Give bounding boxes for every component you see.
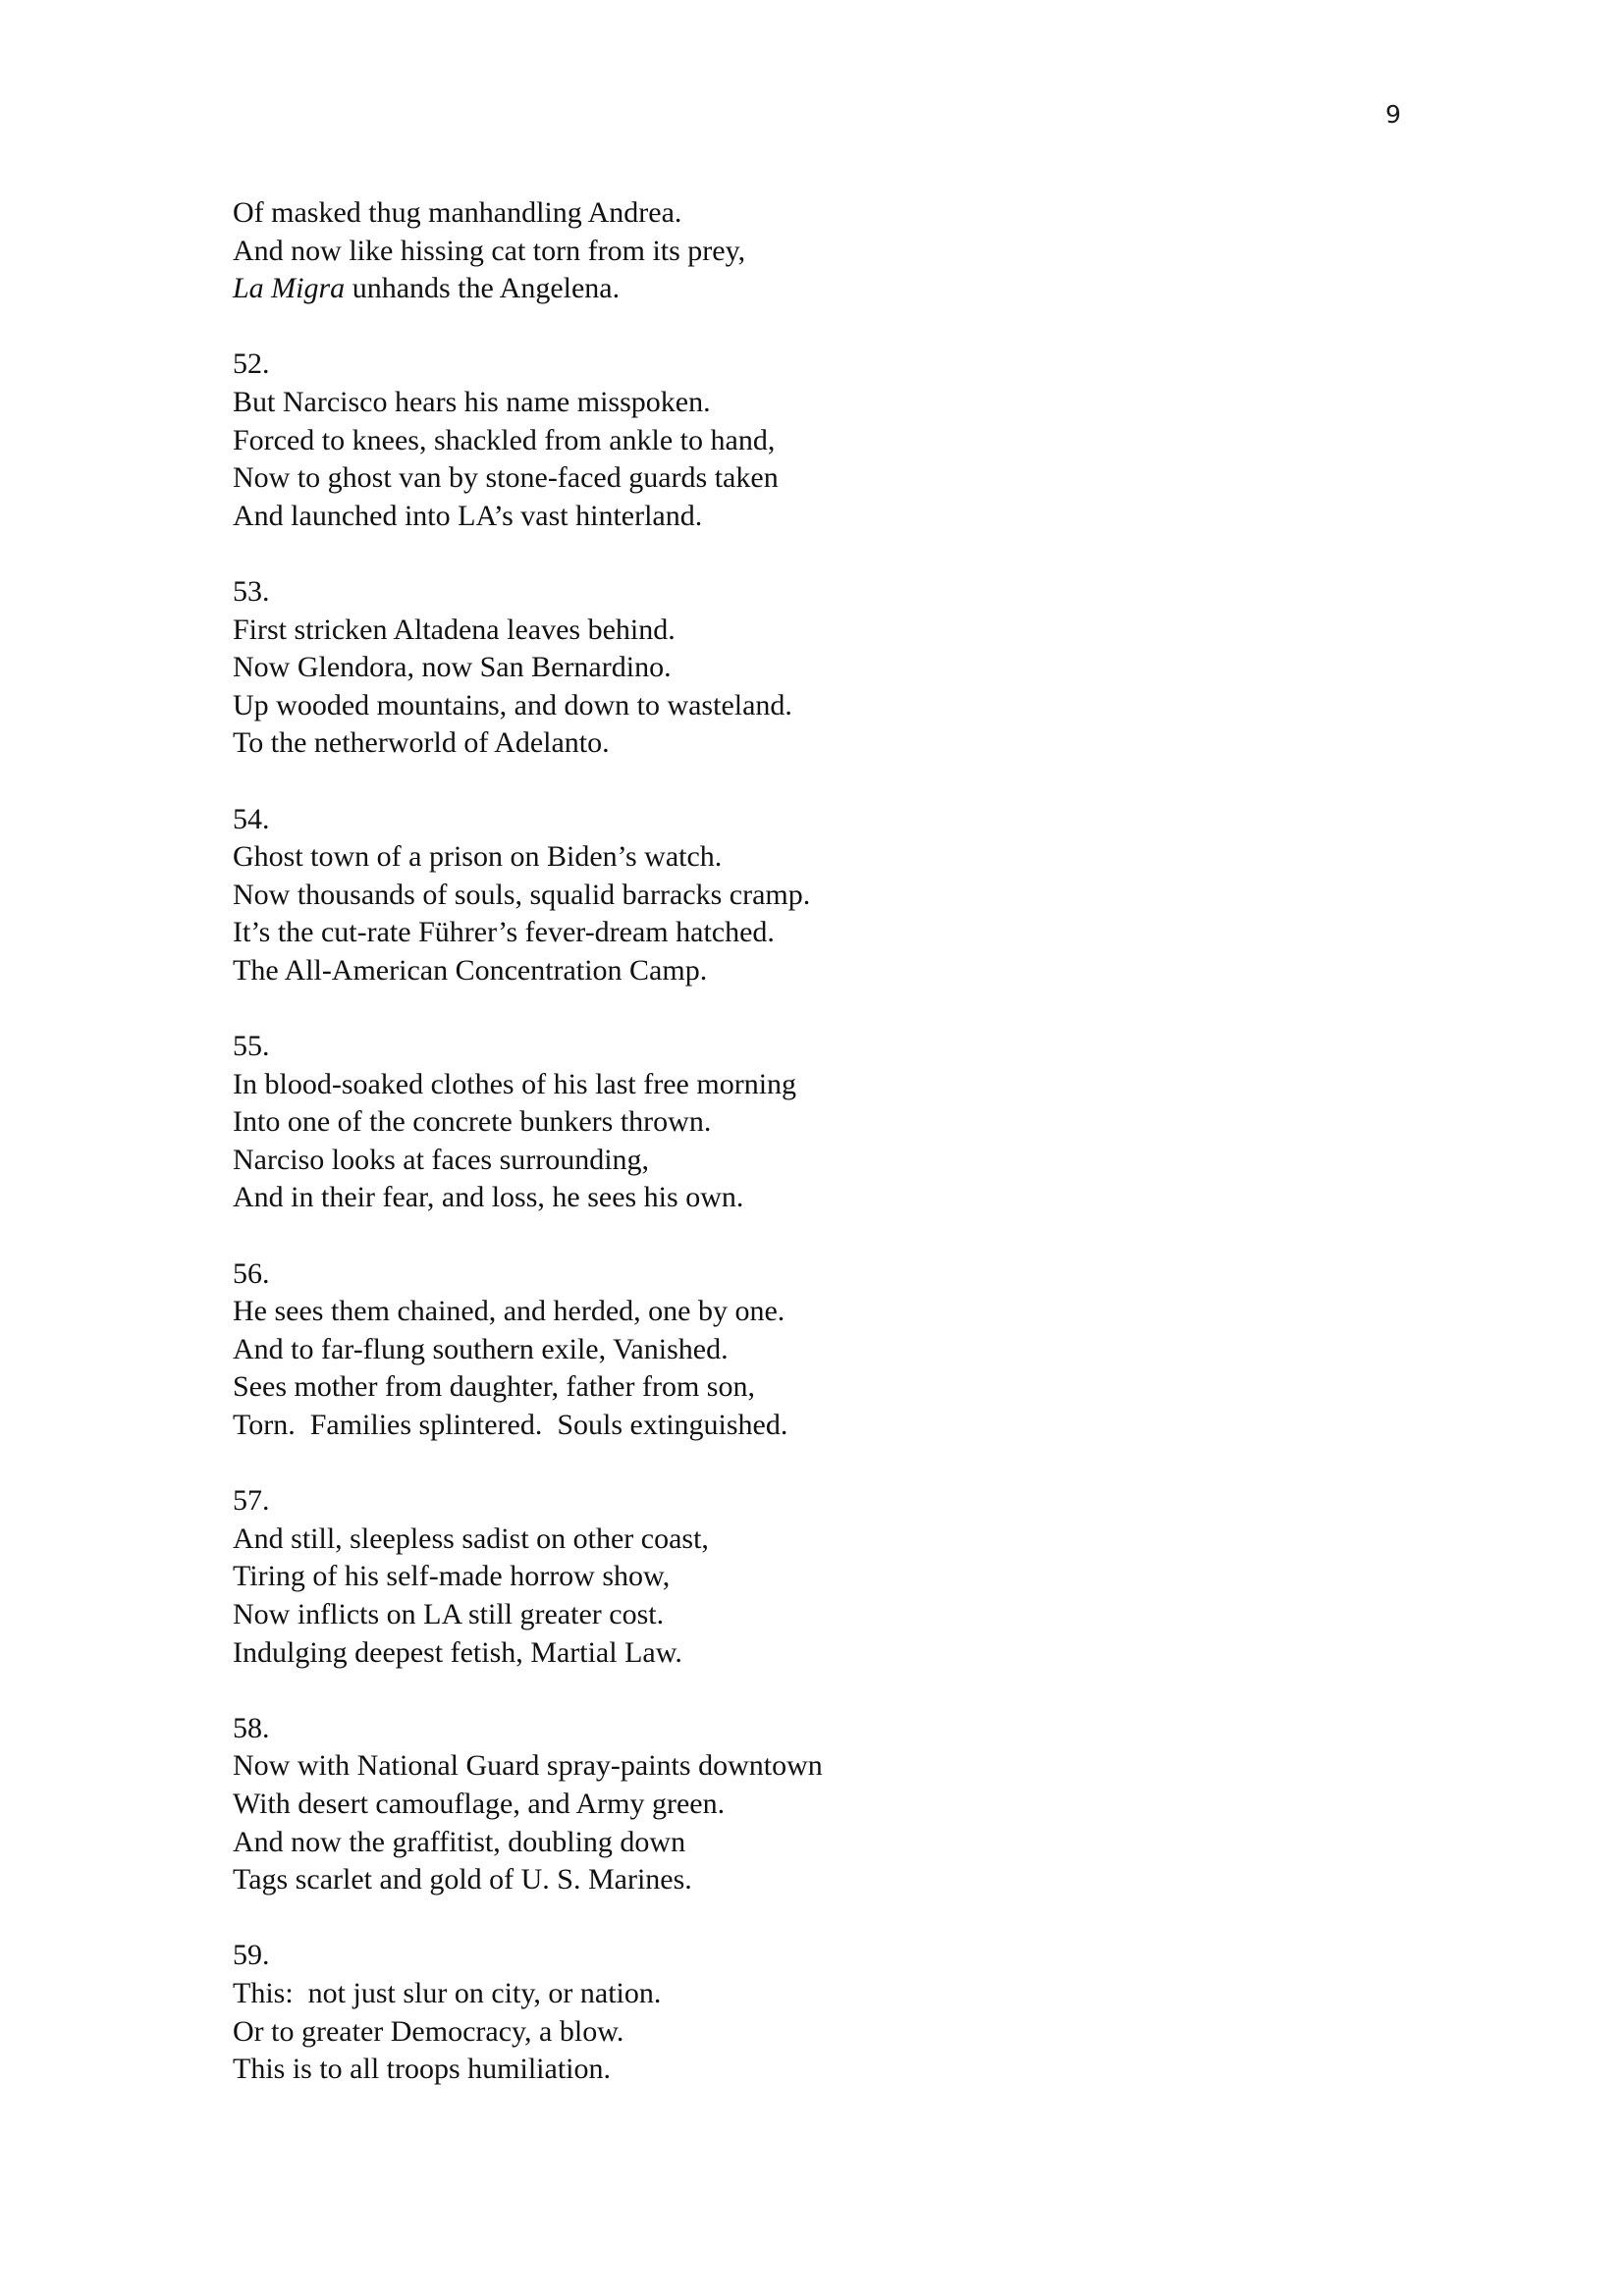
poem-line: Forced to knees, shackled from ankle to hand,	[233, 423, 776, 456]
stanza-number: 54.	[233, 802, 270, 835]
poem-line: Torn. Families splintered. Souls extinguished.	[233, 1409, 788, 1441]
poem-line: Now thousands of souls, squalid barracks cramp.	[233, 878, 811, 911]
italic-phrase: La Migra	[233, 272, 346, 305]
stanza-gap	[233, 763, 1411, 801]
poem-line: And now the graffitist, doubling down	[233, 1825, 686, 1858]
poem-line-rest: unhands the Angelena.	[345, 272, 621, 305]
poem-line: This: not just slur on city, or nation.	[233, 1976, 662, 2009]
poem-line: With desert camouflage, and Army green.	[233, 1787, 726, 1820]
stanza-gap	[233, 1217, 1411, 1255]
poem-line: Indulging deepest fetish, Martial Law.	[233, 1635, 682, 1669]
poem-line: Into one of the concrete bunkers thrown.	[233, 1105, 712, 1139]
stanza-number: 59.	[233, 1939, 270, 1972]
poem-line: Now to ghost van by stone-faced guards taken	[233, 461, 779, 495]
stanza-gap	[233, 1445, 1411, 1483]
stanza-gap	[233, 989, 1411, 1028]
stanza-number: 53.	[233, 574, 270, 608]
poem-line: And launched into LA’s vast hinterland.	[233, 499, 703, 532]
stanza	[233, 346, 1411, 535]
poem-line: But Narcisco hears his name misspoken.	[233, 385, 711, 418]
poem-line: And still, sleepless sadist on other coast,	[233, 1522, 709, 1555]
poem-line: Of masked thug manhandling Andrea.	[233, 196, 682, 229]
stanza-number: 58.	[233, 1711, 270, 1744]
poem-line: The All-American Concentration Camp.	[233, 953, 708, 987]
stanza	[233, 1710, 1411, 1899]
stanza-number: 56.	[233, 1256, 270, 1290]
stanza	[233, 1255, 1411, 1445]
poem-line: It’s the cut-rate Führer’s fever-dream hatched.	[233, 916, 775, 949]
stanza	[233, 801, 1411, 990]
page-number: 9	[1385, 100, 1401, 129]
poem-body	[233, 194, 1411, 2089]
poem-line: Sees mother from daughter, father from son,	[233, 1370, 755, 1404]
poem-line: Tags scarlet and gold of U. S. Marines.	[233, 1863, 692, 1896]
poem-line: He sees them chained, and herded, one by one.	[233, 1295, 785, 1328]
stanza-gap	[233, 308, 1411, 347]
stanza	[233, 1937, 1411, 2088]
poem-line: Or to greater Democracy, a blow.	[233, 2014, 624, 2048]
stanza	[233, 1028, 1411, 1217]
stanza	[233, 1482, 1411, 1672]
poem-line: Now with National Guard spray-paints downtown	[233, 1749, 823, 1783]
poem-line: And now like hissing cat torn from its prey,	[233, 234, 746, 267]
stanza-number: 52.	[233, 347, 270, 381]
poem-line: Ghost town of a prison on Biden’s watch.	[233, 840, 723, 874]
stanza-number: 55.	[233, 1030, 270, 1063]
poem-line: And to far-flung southern exile, Vanished.	[233, 1332, 729, 1365]
stanza-gap	[233, 1899, 1411, 1938]
poem-line: In blood-soaked clothes of his last free morning	[233, 1067, 797, 1100]
poem-line: First stricken Altadena leaves behind.	[233, 613, 676, 646]
stanza-list	[233, 308, 1411, 2089]
stanza-gap	[233, 1672, 1411, 1710]
poem-line: This is to all troops humiliation.	[233, 2053, 611, 2086]
poem-line: To the netherworld of Adelanto.	[233, 726, 610, 760]
poem-line-italic	[233, 270, 1411, 308]
poem-line: Tiring of his self-made horrow show,	[233, 1560, 671, 1593]
poem-line: Now Glendora, now San Bernardino.	[233, 651, 672, 684]
stanza-gap	[233, 535, 1411, 573]
stanza	[233, 573, 1411, 763]
stanza-fragment	[233, 194, 1411, 308]
poem-line: Up wooded mountains, and down to wasteland.	[233, 688, 792, 721]
poem-line: Narciso looks at faces surrounding,	[233, 1143, 650, 1176]
poem-line: And in their fear, and loss, he sees his own.	[233, 1181, 744, 1214]
poem-line: Now inflicts on LA still greater cost.	[233, 1597, 665, 1630]
stanza-number: 57.	[233, 1484, 270, 1518]
